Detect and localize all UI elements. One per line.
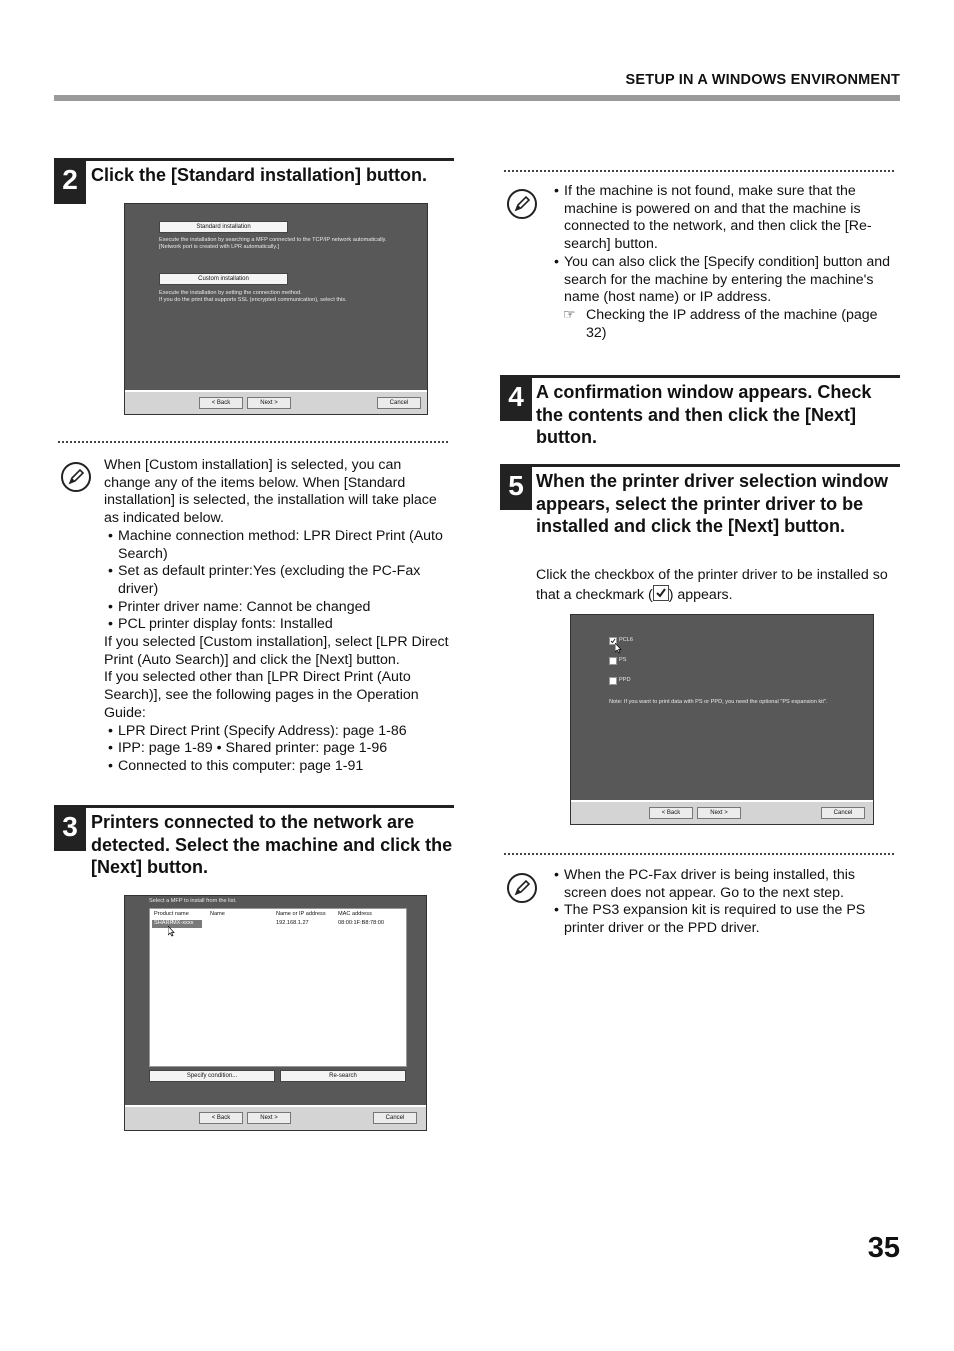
note3-bullet: • The PS3 expansion kit is required to use the PS printer driver or the PPD driver. — [550, 902, 895, 937]
ps-checkbox[interactable] — [609, 657, 617, 665]
row-ip: 192.168.1.27 — [276, 920, 309, 926]
pointing-hand-icon: ☞ — [563, 306, 576, 323]
mfp-list-screenshot — [124, 895, 427, 1131]
mfp-list-table — [149, 908, 407, 1067]
note2-bullet: • You can also click the [Specify condition] button and search for the machine by entering the machine's name (host name) or IP address. — [550, 254, 895, 307]
step5-rule — [500, 464, 900, 467]
note1-bullet: • Set as default printer:Yes (excluding the PC-Fax driver) — [104, 563, 449, 598]
running-header: SETUP IN A WINDOWS ENVIRONMENT — [625, 72, 900, 88]
row-name: MX-xxxx — [172, 920, 194, 926]
note3-body — [550, 867, 895, 938]
specify-condition-button[interactable]: Specify condition... — [149, 1070, 275, 1082]
standard-desc-2: [Network port is created with LPR automatically.] — [159, 244, 279, 250]
step4-number: 4 — [500, 375, 532, 421]
back-button[interactable]: < Back — [199, 397, 243, 409]
step3-title: Printers connected to the network are detected. Select the machine and click the [Next] button. — [91, 812, 453, 877]
checkmark-icon — [653, 585, 669, 601]
step2-rule — [54, 158, 454, 161]
custom-desc-2: If you do the print that supports SSL (encrypted communication), select this. — [159, 297, 347, 303]
ps-label: PS — [619, 657, 627, 663]
page-number: 35 — [867, 1232, 900, 1264]
mfp-list-caption: Select a MFP to install from the list. — [149, 898, 237, 904]
step2-number: 2 — [54, 158, 86, 204]
custom-installation-button[interactable]: Custom installation — [159, 273, 288, 285]
note1-divider — [58, 441, 448, 443]
step3-number: 3 — [54, 805, 86, 851]
custom-desc-1: Execute the installation by setting the connection method. — [159, 290, 302, 296]
driver-selection-screenshot — [570, 614, 874, 825]
pcl6-label: PCL6 — [619, 637, 633, 643]
note2-body — [550, 183, 895, 342]
column-header-product: Product name — [154, 911, 189, 917]
standard-installation-button[interactable]: Standard installation — [159, 221, 288, 233]
pencil-note-icon — [61, 462, 91, 492]
note1-bullet: • Machine connection method: LPR Direct Print (Auto Search) — [104, 528, 449, 563]
ps-expansion-note: Note: If you want to print data with PS or PPD, you need the optional "PS expansion kit". — [609, 699, 828, 705]
standard-installation-screenshot — [124, 203, 428, 415]
step4-rule — [500, 375, 900, 378]
wizard-button-bar — [125, 390, 427, 414]
column-header-name: Name — [210, 911, 225, 917]
pencil-note-icon — [507, 873, 537, 903]
ppd-label: PPD — [619, 677, 631, 683]
note1-ref: • IPP: page 1-89 • Shared printer: page 1-96 — [104, 740, 449, 758]
row-product: SHARP — [154, 920, 174, 926]
step3-rule — [54, 805, 454, 808]
note2-reference — [550, 307, 895, 342]
note2-divider — [504, 170, 894, 172]
column-header-ip: Name or IP address — [276, 911, 326, 917]
back-button[interactable]: < Back — [199, 1112, 243, 1124]
note1-ref: • Connected to this computer: page 1-91 — [104, 758, 449, 776]
wizard-button-bar — [571, 800, 873, 824]
next-button[interactable]: Next > — [247, 397, 291, 409]
header-rule — [54, 95, 900, 101]
note1-bullet: • Printer driver name: Cannot be changed — [104, 599, 449, 617]
step5-body-before: Click the checkbox of the printer driver to be installed so that a checkmark ( — [536, 567, 888, 603]
note1-body — [104, 457, 449, 776]
note1-intro: When [Custom installation] is selected, you can change any of the items below. When [Standard installation] is selected, the installation will take place as indicated below. — [104, 457, 437, 527]
note3-divider — [504, 853, 894, 855]
wizard-button-bar — [125, 1105, 426, 1130]
standard-desc-1: Execute the installation by searching a MFP connected to the TCP/IP network automatically. — [159, 237, 387, 243]
ppd-checkbox[interactable] — [609, 677, 617, 685]
note2-bullet: • If the machine is not found, make sure that the machine is powered on and that the machine is connected to the network, and then click the [Re-search] button. — [550, 183, 895, 254]
next-button[interactable]: Next > — [697, 807, 741, 819]
step5-number: 5 — [500, 464, 532, 510]
back-button[interactable]: < Back — [649, 807, 693, 819]
note3-bullet: • When the PC-Fax driver is being installed, this screen does not appear. Go to the next step. — [550, 867, 895, 902]
cursor-icon — [168, 926, 176, 937]
pencil-note-icon — [507, 189, 537, 219]
note1-bullet: • PCL printer display fonts: Installed — [104, 616, 449, 634]
note1-para2: If you selected [Custom installation], select [LPR Direct Print (Auto Search)] and click the [Next] button. — [104, 634, 449, 668]
note1-ref: • LPR Direct Print (Specify Address): page 1-86 — [104, 723, 449, 741]
step5-title: When the printer driver selection window appears, select the printer driver to be installed and click the [Next] button. — [536, 471, 889, 536]
step4-title: A confirmation window appears. Check the contents and then click the [Next] button. — [536, 382, 872, 447]
cursor-icon — [615, 643, 623, 654]
note1-para3: If you selected other than [LPR Direct Print (Auto Search)], see the following pages in the Operation Guide: — [104, 669, 419, 721]
cancel-button[interactable]: Cancel — [821, 807, 865, 819]
cancel-button[interactable]: Cancel — [377, 397, 421, 409]
note2-ref-text[interactable]: Checking the IP address of the machine (page 32) — [586, 306, 878, 341]
row-mac: 08:00:1F:B8:78:00 — [338, 920, 385, 926]
column-header-mac: MAC address — [338, 911, 372, 917]
next-button[interactable]: Next > — [247, 1112, 291, 1124]
re-search-button[interactable]: Re-search — [280, 1070, 406, 1082]
step5-body-after: ) appears. — [668, 586, 733, 603]
cancel-button[interactable]: Cancel — [373, 1112, 417, 1124]
step2-title: Click the [Standard installation] button. — [91, 165, 428, 185]
step5-body — [536, 567, 898, 604]
